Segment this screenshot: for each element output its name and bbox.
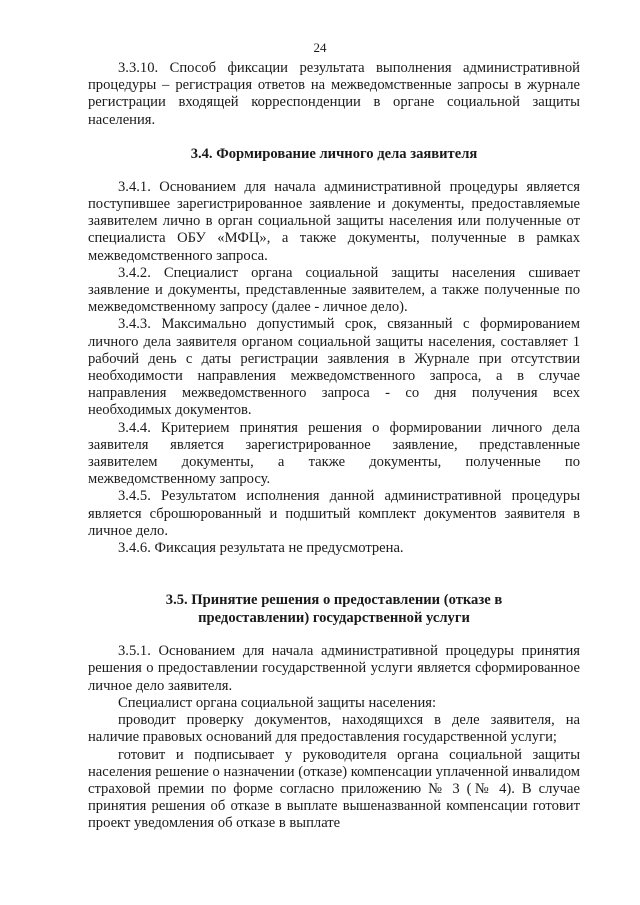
document-body [88, 60, 580, 833]
paragraph-3-4-1: 3.4.1. Основанием для начала административной процедуры является поступившее зарегистрированное заявление и документы, предоставляемые заявителем лично в орган социальной защиты населения или полученные от специалиста ОБУ «МФЦ», а также документы, полученные в рамках межведомственного запроса. [88, 178, 580, 264]
paragraph-3-5-1: 3.5.1. Основанием для начала административной процедуры принятия решения о предоставлении государственной услуги является сформированное личное дело заявителя. [88, 643, 580, 694]
paragraph-3-4-2: 3.4.2. Специалист органа социальной защиты населения сшивает заявление и документы, представленные заявителем, а также полученные по межведомственному запросу (далее - личное дело). [88, 264, 580, 316]
paragraph-3-4-6: 3.4.6. Фиксация результата не предусмотрена. [118, 540, 404, 557]
section-heading-3-4: 3.4. Формирование личного дела заявителя [190, 145, 478, 162]
section-heading-3-5-line1: 3.5. Принятие решения о предоставлении (отказе в [165, 592, 503, 609]
paragraph-checks-documents: проводит проверку документов, находящихся в деле заявителя, на наличие правовых оснований для предоставления государственной услуги; [88, 712, 580, 746]
section-heading-3-5-line2: предоставлении) государственной услуги [198, 610, 470, 627]
paragraph-3-4-3: 3.4.3. Максимально допустимый срок, связанный с формированием личного дела заявителя органом социальной защиты населения, составляет 1 рабочий день с даты регистрации заявления в Журнале при отсутствии необходимости направления межведомственного запроса, а в случае направления межведомственного запроса - со дня получения всех необходимых документов. [88, 316, 580, 419]
page-number: 24 [313, 40, 327, 55]
paragraph-prepares-decision: готовит и подписывает у руководителя органа социальной защиты населения решение о назначении (отказе) компенсации уплаченной инвалидом страховой премии по форме согласно приложению № 3 (№ 4). В случае принятия решения об отказе в выплате вышеназванной компенсации готовит проект уведомления об отказе в выплате [88, 746, 580, 832]
paragraph-3-4-4: 3.4.4. Критерием принятия решения о формировании личного дела заявителя является зарегистрированное заявление, представленные заявителем документы, а также документы, полученные по межведомственному запросу. [88, 419, 580, 488]
paragraph-3-3-10: 3.3.10. Способ фиксации результата выполнения административной процедуры – регистрация ответов на межведомственные запросы в журнале регистрации входящей корреспонденции в органе социальной защиты населения. [88, 60, 580, 128]
paragraph-3-4-5: 3.4.5. Результатом исполнения данной административной процедуры является сброшюрованный и подшитый комплект документов заявителя в личное дело. [88, 488, 580, 539]
paragraph-specialist: Специалист органа социальной защиты населения: [118, 694, 437, 711]
